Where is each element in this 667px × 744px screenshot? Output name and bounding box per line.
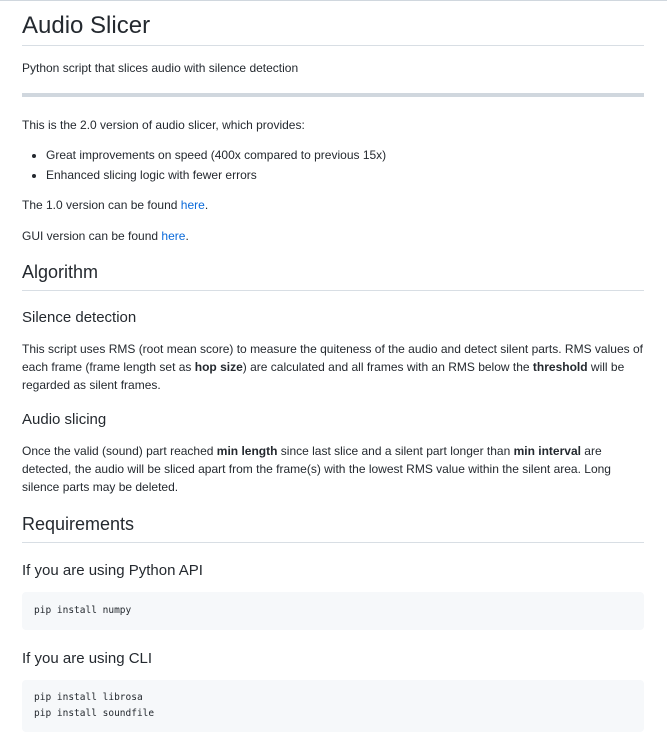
text: will be regarded as silent frames. — [22, 360, 625, 392]
cli-heading: If you are using CLI — [22, 650, 153, 667]
code-block[interactable] — [22, 592, 644, 630]
code-block[interactable] — [22, 680, 644, 732]
silence-detection-text — [22, 340, 644, 394]
divider — [22, 290, 644, 291]
page-title: Audio Slicer — [22, 12, 151, 39]
v1-end: . — [204, 198, 209, 212]
bold-term: min length — [216, 444, 278, 458]
audio-slicing-text — [22, 442, 644, 496]
code-line: pip install librosa — [34, 692, 143, 703]
code-line: pip install soundfile — [34, 708, 155, 719]
list-item: • Great improvements on speed (400x compared to previous 15x) — [46, 145, 667, 165]
text: ) are calculated and all frames with an RMS below the — [242, 360, 533, 374]
v1-link[interactable]: here — [180, 198, 205, 212]
text: are detected, the audio will be sliced apart from the frame(s) with the lowest RMS value within the silent area. Long silence parts may be deleted. — [22, 444, 611, 494]
gui-text — [22, 227, 644, 245]
bold-term: min interval — [513, 444, 581, 458]
gui-label: GUI version can be found — [22, 229, 162, 243]
python-api-heading: If you are using Python API — [22, 562, 203, 579]
divider — [22, 45, 644, 46]
text: Once the valid (sound) part reached — [22, 444, 217, 458]
audio-slicing-heading: Audio slicing — [22, 411, 107, 428]
feature-list — [22, 145, 667, 185]
gui-link[interactable]: here — [161, 229, 186, 243]
algorithm-heading: Algorithm — [22, 262, 99, 282]
divider — [22, 542, 644, 543]
silence-detection-heading: Silence detection — [22, 309, 137, 326]
top-border — [0, 0, 667, 1]
list-item: • Enhanced slicing logic with fewer errors — [46, 165, 667, 185]
gui-end: . — [185, 229, 189, 243]
bold-term: threshold — [532, 360, 588, 374]
intro-text: This is the 2.0 version of audio slicer, which provides: — [22, 118, 305, 132]
subtitle: Python script that slices audio with silence detection — [22, 61, 299, 75]
bold-term: hop size — [194, 360, 243, 374]
text: since last slice and a silent part longer than — [277, 444, 514, 458]
requirements-heading: Requirements — [22, 514, 135, 534]
code-line: pip install numpy — [34, 605, 132, 616]
v1-text — [22, 196, 644, 214]
horizontal-rule — [22, 93, 644, 97]
v1-label: The 1.0 version can be found — [22, 198, 181, 212]
text: This script uses RMS (root mean score) to measure the quiteness of the audio and detect silent parts. RMS values of each frame (frame length set as — [22, 342, 643, 374]
